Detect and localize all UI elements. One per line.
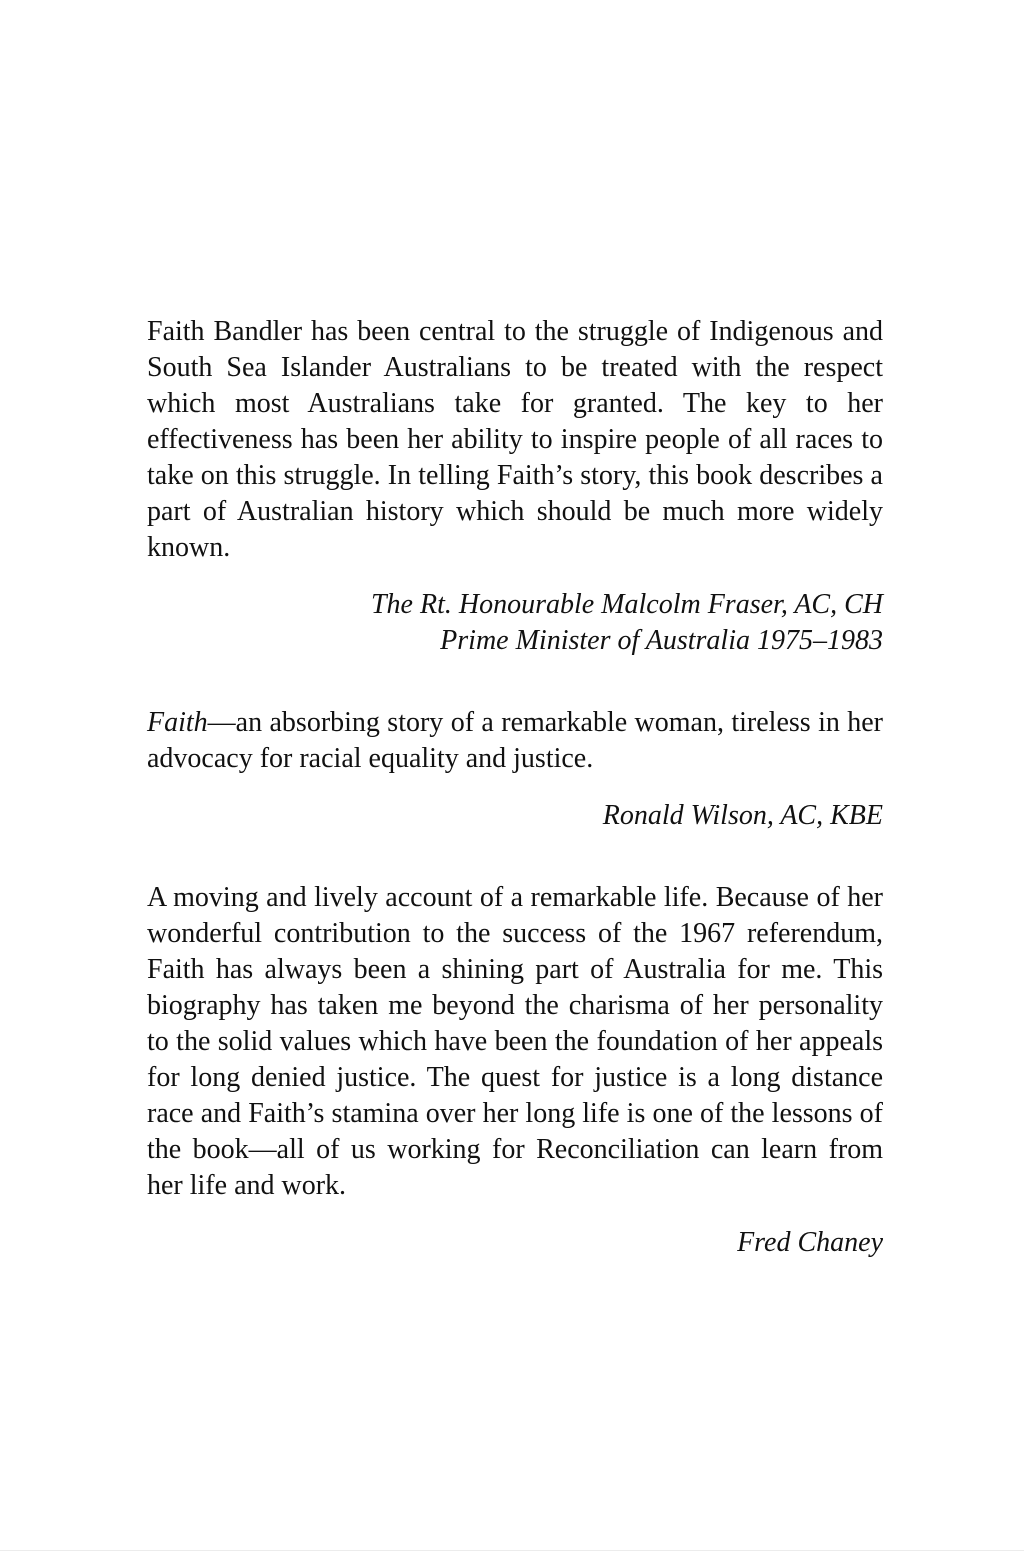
endorsement-attribution-chaney [147, 1225, 883, 1261]
endorsement-attribution-fraser [147, 587, 883, 659]
endorsement-quote-wilson-text: —an absorbing story of a remarkable woman, tireless in her advocacy for racial equality and justice. [147, 707, 883, 774]
attribution-name-fraser: The Rt. Honourable Malcolm Fraser, AC, CH [370, 589, 883, 620]
endorsement-quote-chaney: A moving and lively account of a remarkable life. Because of her wonderful contribution to the success of the 1967 referendum, Faith has always been a shining part of Australia for me. This biography has taken me beyond the charisma of her personality to the solid values which have been the foundation of her appeals for long denied justice. The quest for justice is a long distance race and Faith’s stamina over her long life is one of the lessons of the book—all of us working for Reconciliation can learn from her life and work. [147, 882, 883, 1201]
book-title-italic: Faith [147, 707, 208, 738]
attribution-name-chaney: Fred Chaney [737, 1227, 883, 1258]
endorsement-attribution-wilson [147, 798, 883, 834]
attribution-name-wilson: Ronald Wilson, AC, KBE [602, 800, 883, 831]
endorsement-quote-wilson [147, 705, 883, 777]
endorsement-quote-fraser: Faith Bandler has been central to the struggle of Indigenous and South Sea Islander Australians to be treated with the respect which most Australians take for granted. The key to her effectiveness has been her ability to inspire people of all races to take on this struggle. In telling Faith’s story, this book describes a part of Australian history which should be much more widely known. [147, 316, 883, 563]
attribution-title-fraser: Prime Minister of Australia 1975–1983 [440, 625, 883, 656]
endorsements-text-block [147, 314, 883, 1307]
